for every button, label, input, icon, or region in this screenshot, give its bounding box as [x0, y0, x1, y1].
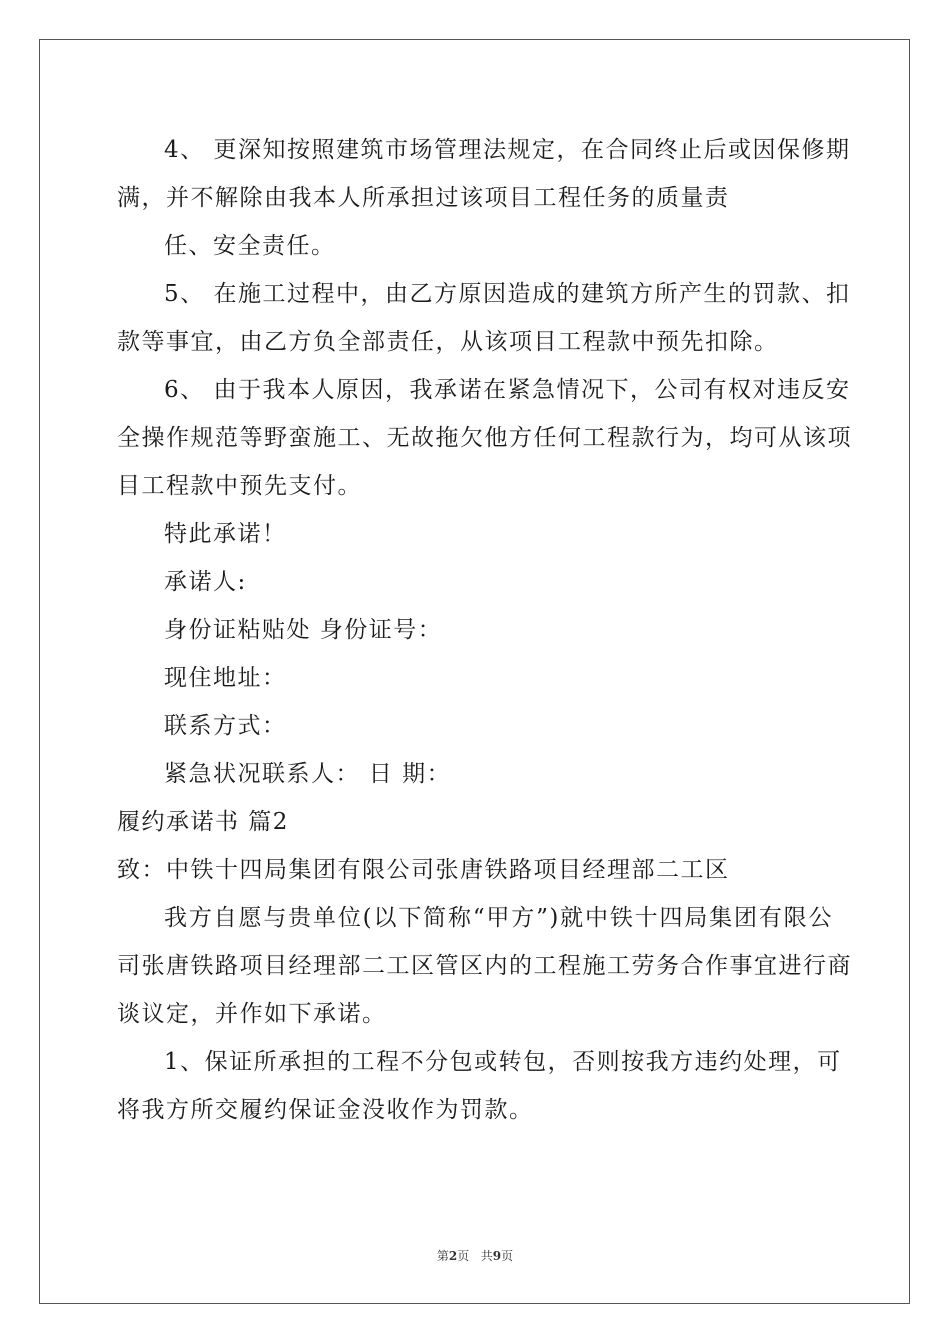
total-suffix: 页	[501, 1249, 514, 1263]
page-prefix: 第	[436, 1249, 449, 1263]
paragraph-line: 谈议定，并作如下承诺。	[117, 1001, 387, 1027]
paragraph-line: 我方自愿与贵单位(以下简称“甲方”)就中铁十四局集团有限公	[164, 905, 833, 931]
paragraph-line: 任、安全责任。	[164, 233, 336, 259]
paragraph-line: 将我方所交履约保证金没收作为罚款。	[117, 1097, 534, 1123]
page-current: 2	[448, 1249, 458, 1263]
paragraph-line: 司张唐铁路项目经理部二工区管区内的工程施工劳务合作事宜进行商	[117, 953, 852, 979]
signature-field-contact: 联系方式：	[164, 713, 287, 739]
addressee-line: 致：中铁十四局集团有限公司张唐铁路项目经理部二工区	[117, 857, 730, 883]
signature-field-promisor: 承诺人:	[164, 569, 247, 595]
paragraph-line: 4、 更深知按照建筑市场管理法规定，在合同终止后或因保修期	[164, 137, 851, 163]
page-footer	[0, 1247, 950, 1264]
paragraph-line: 目工程款中预先支付。	[117, 473, 362, 499]
closing-line: 特此承诺！	[164, 521, 287, 547]
paragraph-line: 5、 在施工过程中，由乙方原因造成的建筑方所产生的罚款、扣	[164, 281, 851, 307]
signature-field-id: 身份证粘贴处 身份证号：	[164, 617, 443, 643]
paragraph-line: 款等事宜，由乙方负全部责任，从该项目工程款中预先扣除。	[117, 329, 779, 355]
total-prefix: 共	[480, 1249, 493, 1263]
paragraph-line: 满，并不解除由我本人所承担过该项目工程任务的质量责	[117, 185, 730, 211]
signature-field-address: 现住地址：	[164, 665, 287, 691]
signature-field-emergency-date: 紧急状况联系人： 日 期：	[164, 761, 452, 787]
page-total: 9	[492, 1249, 502, 1263]
paragraph-line: 6、 由于我本人原因，我承诺在紧急情况下，公司有权对违反安	[164, 377, 851, 403]
document-body	[117, 126, 852, 1134]
section-heading: 履约承诺书 篇2	[117, 809, 289, 835]
paragraph-line: 全操作规范等野蛮施工、无故拖欠他方任何工程款行为，均可从该项	[117, 425, 852, 451]
paragraph-line: 1、保证所承担的工程不分包或转包，否则按我方违约处理，可	[164, 1049, 842, 1075]
page-suffix: 页	[457, 1249, 470, 1263]
